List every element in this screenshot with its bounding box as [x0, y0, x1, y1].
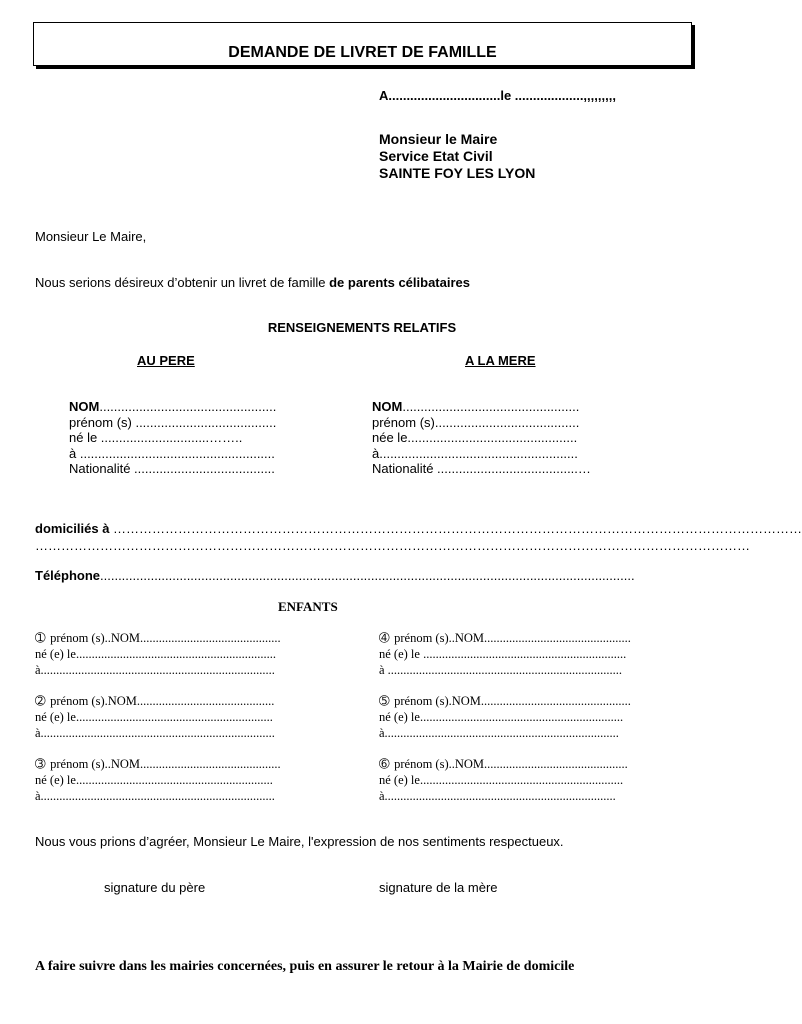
child-6-prenom: prénom (s)..NOM.............................................. [391, 757, 628, 771]
footer-note: A faire suivre dans les mairies concernées, puis en assurer le retour à la Mairie de domicile [35, 959, 575, 974]
father-birthdate-field[interactable]: né le ..............................…….. [69, 430, 243, 445]
signature-mother-label: signature de la mère [379, 880, 498, 895]
mother-birthdate-field[interactable]: née le............................................... [372, 430, 578, 445]
request-bold: de parents célibataires [329, 275, 470, 290]
telephone-dots: .................................................................................................................................................... [100, 568, 635, 583]
domicile-field[interactable] [35, 521, 802, 536]
child-5-prenom: prénom (s).NOM................................................ [391, 694, 631, 708]
child-5[interactable] [379, 693, 631, 741]
mother-nom-label: NOM [372, 399, 403, 414]
child-2-birthplace: à........................................................................... [35, 726, 275, 740]
father-nom-dots: ................................................. [99, 399, 277, 414]
mother-fields [372, 399, 591, 477]
domicile-label: domiciliés à [35, 521, 110, 536]
number-4-icon: ➃ [379, 631, 390, 645]
recipient-block [379, 131, 535, 182]
father-nom-field[interactable] [69, 399, 276, 415]
children-heading: ENFANTS [278, 599, 338, 614]
child-3-birthplace: à........................................................................... [35, 789, 275, 803]
father-birthplace-field[interactable]: à ...................................................... [69, 445, 275, 461]
signature-father-label: signature du père [104, 880, 206, 895]
child-5-birthplace: à........................................................................... [379, 726, 619, 740]
father-fields [69, 399, 276, 477]
salutation: Monsieur Le Maire, [35, 229, 147, 244]
child-4-prenom: prénom (s)..NOM............................................... [391, 631, 631, 645]
recipient-line-1: Monsieur le Maire [379, 131, 498, 147]
child-4-birthdate: né (e) le ................................................................. [379, 647, 627, 661]
child-2[interactable] [35, 693, 275, 741]
closing-paragraph: Nous vous prions d’agréer, Monsieur Le Maire, l'expression de nos sentiments respectueux. [35, 834, 564, 849]
child-6-birthplace: à.......................................................................... [379, 789, 616, 803]
number-6-icon: ➅ [379, 757, 390, 771]
domicile-line-1: …………………………………………………………………………………………………………………………………………… [109, 521, 802, 536]
number-5-icon: ➄ [379, 694, 390, 708]
title-box [33, 22, 692, 66]
number-3-icon: ➂ [35, 757, 46, 771]
child-6-birthdate: né (e) le................................................................. [379, 773, 624, 787]
father-heading: AU PERE [137, 353, 195, 368]
child-1-birthdate: né (e) le................................................................ [35, 647, 276, 661]
recipient-line-3: SAINTE FOY LES LYON [379, 165, 536, 181]
mother-nom-dots: ................................................. [402, 399, 580, 414]
father-prenom-field[interactable]: prénom (s) ....................................... [69, 414, 277, 430]
child-3-birthdate: né (e) le............................................................... [35, 773, 273, 787]
child-1[interactable] [35, 630, 281, 678]
child-6[interactable] [379, 756, 628, 804]
mother-prenom-field[interactable]: prénom (s)........................................ [372, 414, 580, 430]
recipient-line-2: Service Etat Civil [379, 148, 493, 164]
child-2-prenom: prénom (s).NOM............................................ [47, 694, 275, 708]
mother-birthplace-field[interactable]: à....................................................... [372, 445, 578, 461]
child-3[interactable] [35, 756, 281, 804]
mother-heading: A LA MERE [465, 353, 536, 368]
place-date-line: A...............................le ...................,,,,,,,,, [379, 88, 616, 103]
father-nationality-field[interactable]: Nationalité ....................................... [69, 461, 275, 476]
mother-nom-field[interactable] [372, 399, 591, 415]
child-1-prenom: prénom (s)..NOM............................................. [47, 631, 281, 645]
request-paragraph [35, 275, 470, 290]
father-nom-label: NOM [69, 399, 100, 414]
number-1-icon: ➀ [35, 631, 46, 645]
telephone-label: Téléphone [35, 568, 101, 583]
domicile-line-2[interactable]: ………………………………………………………………………………………………………………………………………………… [35, 538, 750, 553]
child-4-birthplace: à ........................................................................... [379, 663, 623, 677]
telephone-field[interactable] [35, 568, 689, 583]
section-heading: RENSEIGNEMENTS RELATIFS [267, 320, 457, 335]
page-title: DEMANDE DE LIVRET DE FAMILLE [228, 44, 497, 61]
child-1-birthplace: à........................................................................... [35, 663, 275, 677]
child-2-birthdate: né (e) le............................................................... [35, 710, 273, 724]
mother-nationality-field[interactable]: Nationalité .......................................… [372, 461, 591, 476]
number-2-icon: ➁ [35, 694, 46, 708]
request-text: Nous serions désireux d’obtenir un livret de famille [35, 275, 330, 290]
child-4[interactable] [379, 630, 631, 678]
child-5-birthdate: né (e) le................................................................. [379, 710, 624, 724]
child-3-prenom: prénom (s)..NOM............................................. [47, 757, 281, 771]
